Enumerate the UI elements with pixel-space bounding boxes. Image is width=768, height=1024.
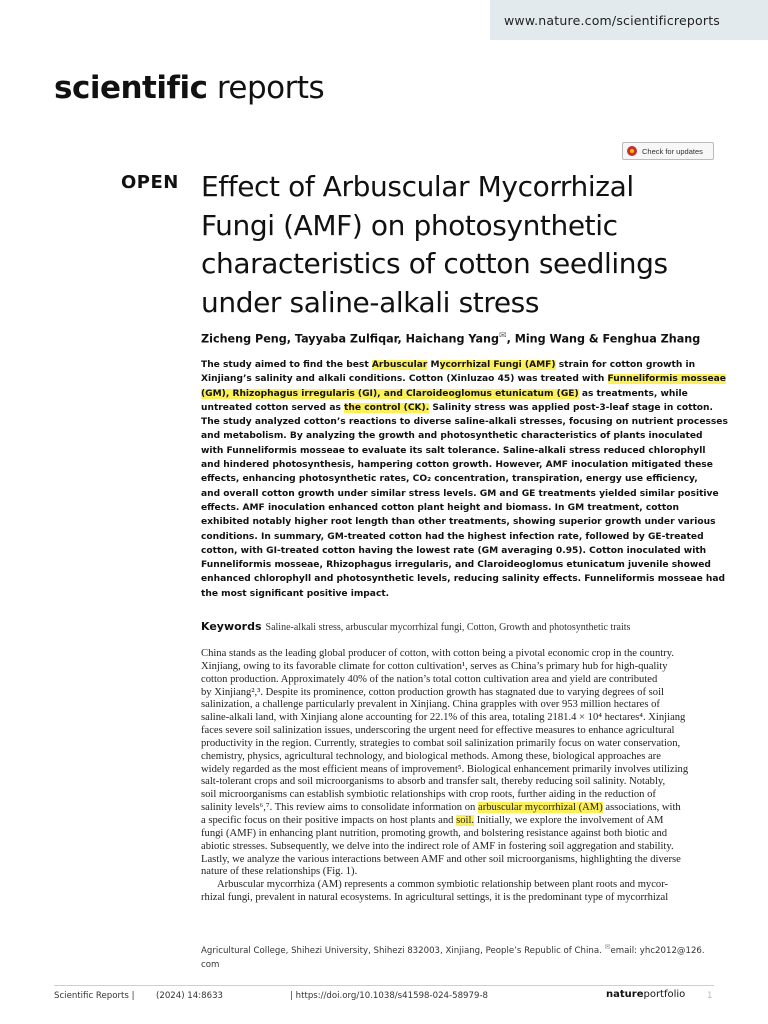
abstract-text: Xinjiang’s salinity and alkali conditions. Cotton (Xinluzao 45) was treated with [201, 374, 608, 385]
highlight: Funneliformis mosseae [607, 374, 726, 385]
abstract-line [201, 372, 726, 386]
body-line: saline-alkali land, with Xinjiang alone accounting for 22.1% of this area, totaling 2181.4 × 10⁴ hectares⁴. Xinjiang [201, 712, 686, 724]
crossmark-icon [627, 146, 637, 156]
keywords-text: Saline-alkali stress, arbuscular mycorrhizal fungi, Cotton, Growth and photosynthetic traits [265, 622, 631, 633]
check-updates-label: Check for updates [642, 146, 703, 156]
body-line: productivity in the region. Currently, strategies to combat soil salinization primarily focus on water conservation, [201, 737, 681, 749]
abstract-text: strain for cotton growth in [555, 360, 696, 370]
abstract-line: with Funneliformis mosseae to evaluate its salt tolerance. Saline-alkali stress reduced chlorophyll [201, 445, 706, 456]
body-line: salt-tolerant crops and soil microorganisms to absorb and transfer salt, thereby reducing soil salinity. Notably, [201, 776, 666, 788]
body-line [201, 815, 721, 828]
abstract-text: The study aimed to find the best [201, 360, 372, 370]
highlight: the control (CK). [344, 402, 430, 413]
body-text-span: associations, with [602, 802, 681, 814]
abstract-line: the most significant positive impact. [201, 588, 390, 599]
body-line: chemistry, physics, agricultural technology, and biological methods. Among these, biological approaches are [201, 750, 661, 762]
title-line: characteristics of cotton seedlings [201, 247, 668, 280]
footer-doi-link[interactable]: | https://doi.org/10.1038/s41598-024-58979-8 [290, 991, 489, 1001]
body-text-span: a specific focus on their positive impacts on host plants and [201, 814, 457, 826]
body-line: fungi (AMF) in enhancing plant nutrition, promoting growth, and bolstering resistance against both biotic and [201, 827, 668, 839]
body-line: abiotic stresses. Subsequently, we delve into the indirect role of AMF in fostering soil aggregation and stability. [201, 840, 674, 852]
abstract-line [201, 401, 719, 415]
body-line: cotton production. Approximately 40% of the nation’s total cotton cultivation area and yield are contributed [201, 673, 658, 685]
page-number: 1 [707, 991, 713, 1001]
body-line: widely regarded as the most efficient means of improvement⁵. Biological enhancement primarily involves utilizing [201, 763, 689, 775]
highlight: Arbuscular [371, 360, 428, 370]
abstract-line [201, 387, 719, 401]
abstract-line: and metabolism. By analyzing the growth and photosynthetic characteristics of plants inoculated [201, 431, 703, 442]
body-line: Lastly, we analyze the various interactions between AMF and other soil microorganisms, highlighting the diverse [201, 853, 681, 865]
title-line: Effect of Arbuscular Mycorrhizal [201, 170, 634, 203]
abstract-text: M [427, 360, 440, 370]
check-updates-button[interactable] [622, 142, 714, 160]
abstract-line: conditions. In summary, GM-treated cotton had the highest infection rate, followed by GE-treated [201, 531, 704, 542]
abstract-text: as treatments, while [578, 388, 688, 399]
highlight: soil. [456, 814, 475, 826]
body-line: Arbuscular mycorrhiza (AM) represents a common symbiotic relationship between plant roots and mycor- [217, 879, 669, 891]
journal-logo-light: reports [207, 70, 325, 106]
abstract-text: untreated cotton served as [201, 402, 345, 413]
abstract-line: effects, enhancing photosynthetic rates, CO₂ concentration, transpiration, energy use efficiency, [201, 474, 698, 485]
body-line [201, 802, 721, 815]
affiliation-text: Agricultural College, Shihezi University, Shihezi 832003, Xinjiang, People’s Republic of China. [201, 945, 605, 956]
nature-portfolio-logo [606, 989, 685, 1000]
email-link[interactable]: email: yhc2012@126. [610, 945, 705, 956]
logo-light: portfolio [643, 989, 686, 1000]
author-list [201, 331, 731, 346]
abstract-line: cotton, with GI-treated cotton having the lowest rate (GM averaging 0.95). Cotton inoculated with [201, 545, 707, 556]
article-title [201, 168, 721, 322]
body-text [201, 648, 721, 905]
abstract-text: Salinity stress was applied post-3-leaf stage in cotton. [429, 402, 713, 413]
body-text-span: salinity levels⁶,⁷. This review aims to consolidate information on [201, 802, 478, 814]
journal-logo [54, 70, 324, 106]
abstract-line: and hindered photosynthesis, hampering cotton growth. However, AMF inoculation mitigated these [201, 460, 713, 471]
body-line: faces severe soil salinization issues, underscoring the urgent need for effective measures to enhance agricultural [201, 725, 675, 737]
abstract-line: effects. AMF inoculation enhanced cotton plant height and biomass. In GM treatment, cotton [201, 502, 679, 513]
footer-volume: (2024) 14:8633 [156, 991, 224, 1001]
keywords-label: Keywords [201, 620, 262, 633]
body-text-span: Initially, we explore the involvement of AM [474, 814, 664, 826]
abstract-line [201, 358, 719, 372]
highlight: ycorrhizal Fungi (AMF) [439, 360, 556, 370]
body-line: by Xinjiang²,³. Despite its prominence, cotton production growth has stagnated due to varying degrees of soil [201, 686, 664, 698]
body-line: Xinjiang, owing to its favorable climate for cotton cultivation¹, serves as China’s primary hub for high-quality [201, 660, 668, 672]
body-line: nature of these relationships (Fig. 1). [201, 866, 358, 878]
title-line: Fungi (AMF) on photosynthetic [201, 208, 618, 242]
envelope-icon: ✉ [604, 943, 611, 951]
highlight: (GM), Rhizophagus irregularis (GI), and Claroideoglomus etunicatum (GE) [201, 388, 579, 399]
body-line: rhizal fungi, prevalent in natural ecosystems. In agricultural settings, it is the predominant type of mycorrhizal [201, 892, 669, 904]
body-line: soil microorganisms can establish symbiotic relationships with crop roots, further aiding in the reduction of [201, 789, 656, 801]
open-access-label: OPEN [121, 172, 179, 193]
envelope-icon[interactable]: ✉ [499, 331, 507, 341]
abstract-line: and overall cotton growth under similar stress levels. GM and GE treatments yielded similar positive [201, 488, 719, 499]
authors-part-b: , Ming Wang & Fenghua Zhang [506, 332, 701, 346]
highlight: arbuscular mycorrhizal (AM) [478, 802, 603, 814]
abstract [201, 358, 728, 601]
abstract-line: exhibited notably higher root length than other treatments, showing superior growth under various [201, 517, 716, 528]
keywords [201, 620, 721, 633]
abstract-line: The study analyzed cotton’s reactions to diverse saline-alkali stresses, focusing on nutrient processes [201, 417, 728, 428]
affiliation [201, 940, 731, 972]
email-link-continued[interactable]: com [201, 959, 220, 970]
title-line: under saline-alkali stress [201, 285, 540, 319]
logo-bold: nature [606, 989, 644, 1000]
abstract-line: Funneliformis mosseae, Rhizophagus irregularis, and Claroideoglomus etunicatum juvenile showed [201, 560, 711, 571]
body-line: salinization, a challenge particularly prevalent in Xinjiang. China grapples with over 953 million hectares of [201, 699, 660, 711]
journal-url[interactable]: www.nature.com/scientificreports [490, 0, 768, 40]
journal-logo-bold: scientific [54, 70, 208, 106]
body-line: China stands as the leading global producer of cotton, with cotton being a pivotal economic crop in the country. [201, 648, 674, 659]
footer-divider [54, 985, 714, 986]
abstract-line: enhanced chlorophyll and photosynthetic levels, reducing salinity effects. Funneliformis mosseae had [201, 574, 726, 585]
footer-journal: Scientific Reports | [54, 991, 135, 1001]
authors-part-a: Zicheng Peng, Tayyaba Zulfiqar, Haichang Yang [201, 332, 500, 346]
